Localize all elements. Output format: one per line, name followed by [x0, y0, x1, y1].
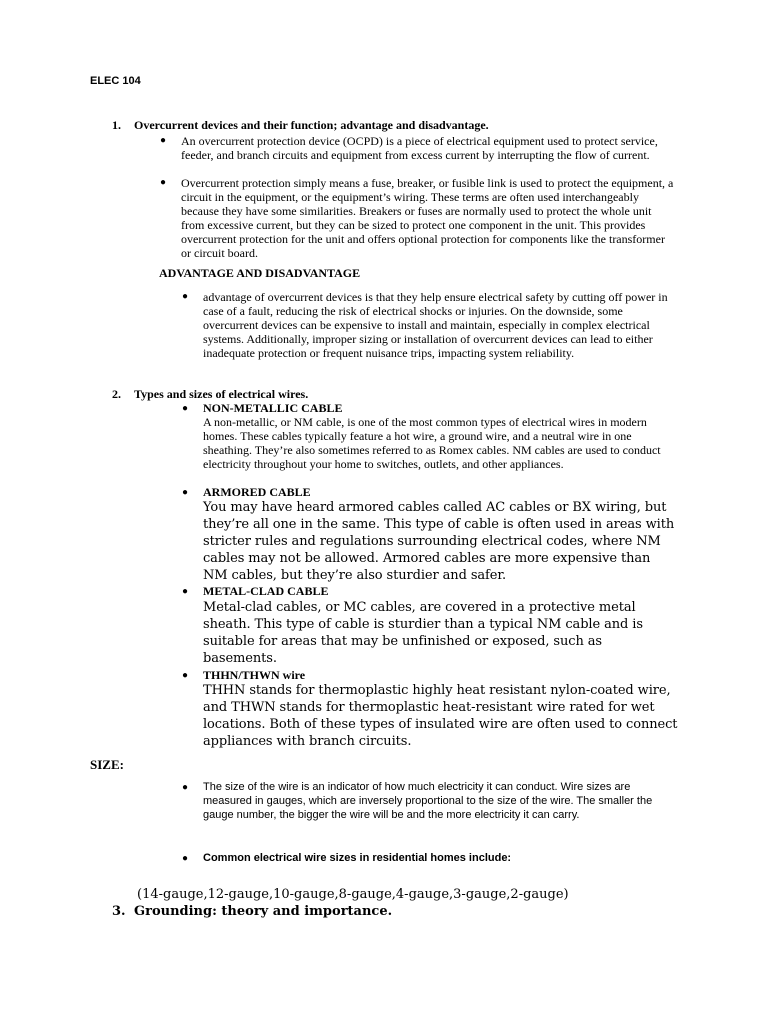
bullet-icon: ● — [182, 586, 189, 597]
size-bullet: The size of the wire is an indicator of how much electricity it can conduct. Wire sizes are measured in gauges, which are inversely proportional to the size of the wire. The smaller the gauge number, the bigger the wire will be and the more electricity it can carry. — [203, 781, 653, 821]
section-2-heading — [112, 387, 512, 402]
bullet-icon: ● — [182, 670, 189, 681]
bullet-icon: ● — [182, 291, 189, 302]
section-1-bullet-1: An overcurrent protection device (OCPD) is a piece of electrical equipment used to protect service, feeder, and branch circuits and equipment from excess current by interrupting the flow of current. — [181, 134, 658, 162]
section-2-number: 2. — [112, 387, 121, 401]
wire-type-name: METAL-CLAD CABLE — [203, 584, 329, 598]
course-code: ELEC 104 — [90, 75, 141, 87]
wire-type-text: A non-metallic, or NM cable, is one of the most common types of electrical wires in modern homes. These cables typically feature a hot wire, a ground wire, and a neutral wire in one sheathing. They’re also sometimes referred to as Romex cables. NM cables are used to conduct electricity throughout your home to switches, outlets, and other appliances. — [203, 415, 661, 471]
wire-type-name: NON-METALLIC CABLE — [203, 401, 343, 415]
wire-type-name: ARMORED CABLE — [203, 485, 311, 499]
section-3-heading — [112, 904, 512, 919]
bullet-icon: ● — [182, 782, 189, 793]
size-label: SIZE: — [90, 757, 124, 772]
wire-type-text: THHN stands for thermoplastic highly heat resistant nylon-coated wire, and THWN stands for thermoplastic heat-resistant wire rated for wet locations. Both of these types of insulated wire are often used to connect appliances with branch circuits. — [203, 683, 678, 749]
section-1-number: 1. — [112, 118, 121, 132]
bullet-icon: ● — [182, 853, 189, 864]
section-2-title: Types and sizes of electrical wires. — [134, 387, 309, 401]
section-3-number: 3. — [112, 904, 126, 919]
advantage-subheading: ADVANTAGE AND DISADVANTAGE — [159, 266, 361, 280]
common-sizes-label: Common electrical wire sizes in residential homes include: — [203, 852, 512, 864]
section-3-title: Grounding: theory and importance. — [134, 904, 393, 919]
section-1-bullet-2: Overcurrent protection simply means a fuse, breaker, or fusible link is used to protect the equipment, a circuit in the equipment, or the equipment’s wiring. These terms are often used interchangeably because they have some similarities. Breakers or fuses are normally used to protect the whole unit from excessive current, but they can be sized to protect one component in the unit. This provides overcurrent protection for the unit and offers optional protection for components like the transformer or circuit board. — [181, 176, 674, 260]
bullet-icon: ● — [182, 487, 189, 498]
gauge-list: (14-gauge,12-gauge,10-gauge,8-gauge,4-gauge,3-gauge,2-gauge) — [137, 887, 569, 902]
bullet-icon: ● — [160, 177, 167, 188]
wire-type-text: You may have heard armored cables called AC cables or BX wiring, but they’re all one in the same. This type of cable is often used in areas with stricter rules and regulations surrounding electrical codes, where NM cables may not be allowed. Armored cables are more expensive than NM cables, but they’re also sturdier and safer. — [203, 500, 675, 583]
advantage-bullet: advantage of overcurrent devices is that they help ensure electrical safety by cutting off power in case of a fault, reducing the risk of electrical shocks or injuries. On the downside, some overcurrent devices can be expensive to install and maintain, especially in complex electrical systems. Additionally, improper sizing or installation of overcurrent devices can lead to either inadequate protection or frequent nuisance trips, impacting system reliability. — [203, 290, 668, 360]
bullet-icon: ● — [182, 403, 189, 414]
bullet-icon: ● — [160, 135, 167, 146]
section-1-heading — [112, 118, 712, 133]
section-1-title: Overcurrent devices and their function; advantage and disadvantage. — [134, 118, 489, 132]
wire-type-text: Metal-clad cables, or MC cables, are covered in a protective metal sheath. This type of cable is sturdier than a typical NM cable and is suitable for areas that may be unfinished or exposed, such as basements. — [203, 600, 643, 666]
wire-type-name: THHN/THWN wire — [203, 668, 306, 682]
